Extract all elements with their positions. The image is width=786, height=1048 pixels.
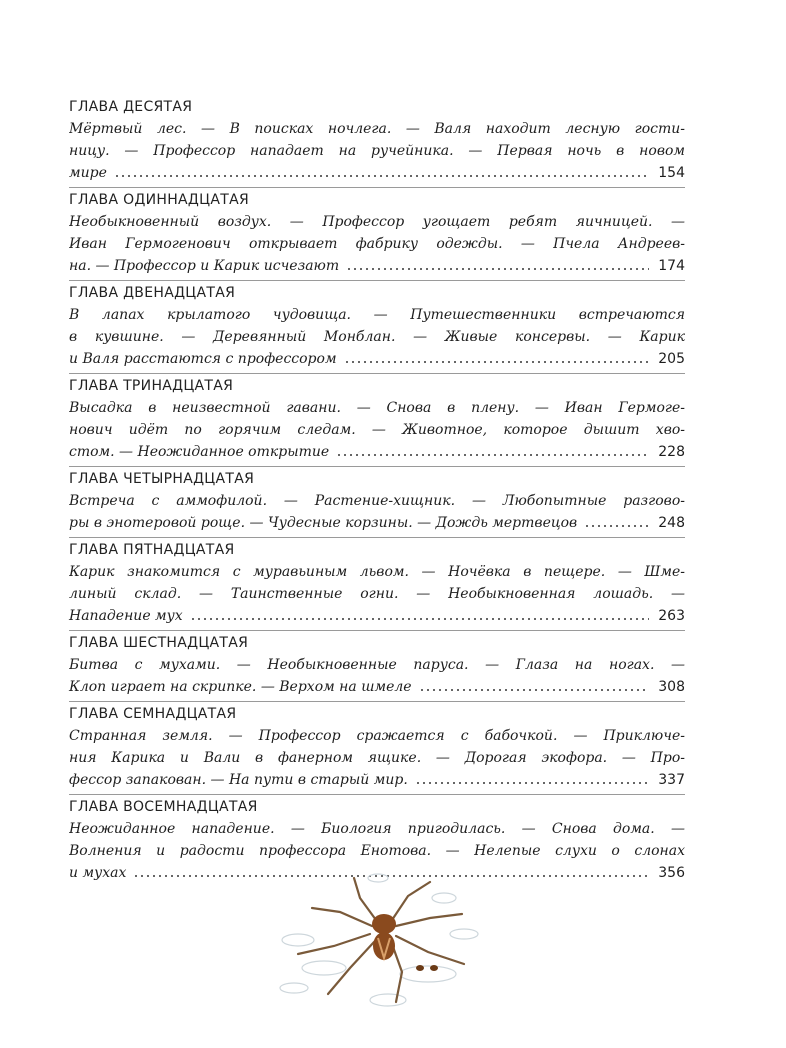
chapter-description-end: стом. — Неожиданное открытие <box>69 444 330 460</box>
chapter-description-end: и мухах <box>69 865 127 881</box>
page-number: 205 <box>658 351 685 367</box>
chapter-heading: ГЛАВА ПЯТНАДЦАТАЯ <box>69 542 235 558</box>
chapter-description-line: Карик знакомится с муравьиным львом. — Ночёвка в пещере. — Шме- <box>69 564 685 580</box>
chapter-description-line: Высадка в неизвестной гавани. — Снова в плену. — Иван Гермоге- <box>69 400 685 416</box>
water-spider-illustration <box>268 868 508 1018</box>
chapter-heading: ГЛАВА ОДИННАДЦАТАЯ <box>69 192 249 208</box>
chapter-final-line <box>69 676 685 698</box>
page-number: 308 <box>658 679 685 695</box>
chapter-description-line: линый склад. — Таинственные огни. — Необыкновенная лошадь. — <box>69 586 685 602</box>
page-number: 248 <box>658 515 685 531</box>
chapter-final-line <box>69 348 685 370</box>
toc-chapter-14 <box>69 467 685 538</box>
chapter-description-line: Неожиданное нападение. — Биология пригодилась. — Снова дома. — <box>69 821 685 837</box>
toc-chapter-16 <box>69 631 685 702</box>
chapter-heading: ГЛАВА ТРИНАДЦАТАЯ <box>69 378 234 394</box>
toc-chapter-10 <box>69 96 685 188</box>
toc-chapter-17 <box>69 702 685 795</box>
chapter-description-line: Иван Гермогенович открывает фабрику одежды. — Пчела Андреев- <box>69 236 685 252</box>
chapter-description-line: Волнения и радости профессора Енотова. — Нелепые слухи о слонах <box>69 843 685 859</box>
toc-chapter-12 <box>69 281 685 374</box>
toc-chapter-13 <box>69 374 685 467</box>
chapter-description-line: Встреча с аммофилой. — Растение-хищник. — Любопытные разгово- <box>69 493 685 509</box>
page-number: 356 <box>658 865 685 881</box>
chapter-heading: ГЛАВА ДВЕНАДЦАТАЯ <box>69 285 236 301</box>
page-number: 154 <box>658 165 685 181</box>
chapter-description-end: мире <box>69 165 107 181</box>
water-spider-icon <box>268 868 508 1018</box>
chapter-description-end: ры в энотеровой роще. — Чудесные корзины. — Дождь мертвецов <box>69 515 578 531</box>
dot-leader <box>415 782 649 784</box>
dot-leader <box>336 454 649 456</box>
dot-leader <box>584 525 649 527</box>
chapter-description-line: Мёртвый лес. — В поисках ночлега. — Валя находит лесную гости- <box>69 121 685 137</box>
chapter-description-line: Битва с мухами. — Необыкновенные паруса. — Глаза на ногах. — <box>69 657 685 673</box>
chapter-heading: ГЛАВА ДЕСЯТАЯ <box>69 99 193 115</box>
chapter-final-line <box>69 605 685 627</box>
chapter-description-end: и Валя расстаются с профессором <box>69 351 337 367</box>
dot-leader <box>344 361 649 363</box>
dot-leader <box>114 175 649 177</box>
chapter-description-end: Клоп играет на скрипке. — Верхом на шмеле <box>69 679 412 695</box>
dot-leader <box>190 618 649 620</box>
chapter-final-line <box>69 512 685 534</box>
chapter-description-line: Необыкновенный воздух. — Профессор угощает ребят яичницей. — <box>69 214 685 230</box>
dot-leader <box>419 689 649 691</box>
chapter-description-line: ния Карика и Вали в фанерном ящике. — Дорогая экофора. — Про- <box>69 750 685 766</box>
page-number: 174 <box>658 258 685 274</box>
chapter-description-line: нович идёт по горячим следам. — Животное, которое дышит хво- <box>69 422 685 438</box>
chapter-final-line <box>69 441 685 463</box>
chapter-heading: ГЛАВА СЕМНАДЦАТАЯ <box>69 706 237 722</box>
chapter-final-line <box>69 255 685 277</box>
chapter-description-line: ницу. — Профессор нападает на ручейника. — Первая ночь в новом <box>69 143 685 159</box>
chapter-description-end: Нападение мух <box>69 608 183 624</box>
chapter-description-line: В лапах крылатого чудовища. — Путешественники встречаются <box>69 307 685 323</box>
toc-chapter-11 <box>69 188 685 281</box>
page-number: 337 <box>658 772 685 788</box>
chapter-final-line <box>69 162 685 184</box>
toc-chapter-15 <box>69 538 685 631</box>
chapter-description-line: Странная земля. — Профессор сражается с бабочкой. — Приключе- <box>69 728 685 744</box>
chapter-heading: ГЛАВА ШЕСТНАДЦАТАЯ <box>69 635 249 651</box>
dot-leader <box>346 268 649 270</box>
page-number: 263 <box>658 608 685 624</box>
chapter-description-end: фессор запакован. — На пути в старый мир. <box>69 772 408 788</box>
chapter-heading: ГЛАВА ЧЕТЫРНАДЦАТАЯ <box>69 471 255 487</box>
table-of-contents <box>69 96 685 887</box>
chapter-final-line <box>69 769 685 791</box>
chapter-description-line: в кувшине. — Деревянный Монблан. — Живые консервы. — Карик <box>69 329 685 345</box>
chapter-heading: ГЛАВА ВОСЕМНАДЦАТАЯ <box>69 799 258 815</box>
page-number: 228 <box>658 444 685 460</box>
chapter-description-end: на. — Профессор и Карик исчезают <box>69 258 340 274</box>
